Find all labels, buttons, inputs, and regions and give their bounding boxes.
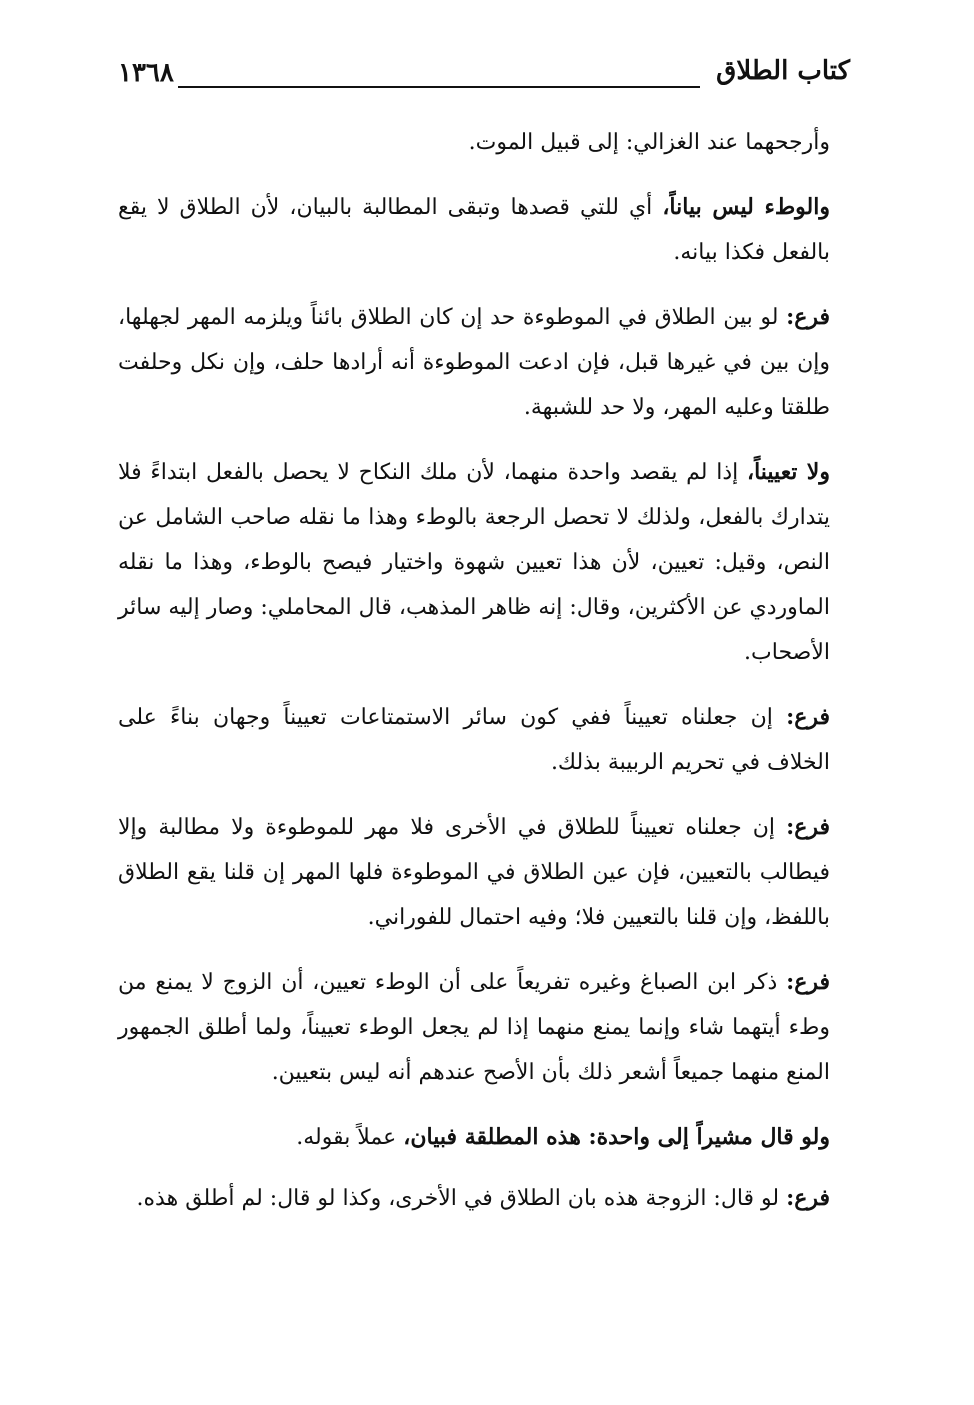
paragraph-8	[118, 1115, 830, 1160]
paragraph-text: إن جعلناه تعييناً للطلاق في الأخرى فلا مهر للموطوءة ولا مطالبة وإلا فيطالب بالتعيين، فإن عين الطلاق في الموطوءة فلها المهر إن قلنا يقع الطلاق باللفظ، وإن قلنا بالتعيين فلا؛ وفيه احتمال للفوراني.	[118, 815, 830, 930]
paragraph-1	[118, 120, 830, 165]
paragraph-9	[118, 1176, 830, 1221]
paragraph-6	[118, 805, 830, 940]
paragraph-lead: فرع:	[786, 814, 830, 840]
header-rule	[178, 86, 700, 88]
paragraph-lead: ولو قال مشيراً إلى واحدة: هذه المطلقة فبيان،	[403, 1124, 830, 1150]
paragraph-lead: فرع:	[786, 969, 830, 995]
paragraph-text: لو قال: الزوجة هذه بان الطلاق في الأخرى، وكذا لو قال: لم أطلق هذه.	[136, 1186, 787, 1211]
paragraph-text: لو بين الطلاق في الموطوءة حد إن كان الطلاق بائناً ويلزمه المهر لجهلها، وإن بين في غيرها قبل، فإن ادعت الموطوءة أنه أرادها حلف، وإن نكل وحلفت طلقتا وعليه المهر، ولا حد للشبهة.	[118, 305, 830, 420]
paragraph-lead: فرع:	[786, 704, 830, 730]
paragraph-2	[118, 185, 830, 275]
paragraph-text: عملاً بقوله.	[296, 1125, 404, 1150]
paragraph-lead: والوطء ليس بياناً،	[662, 194, 830, 220]
paragraph-text: ذكر ابن الصباغ وغيره تفريعاً على أن الوطء تعيين، أن الزوج لا يمنع من وطء أيتهما شاء وإنما يمنع منهما إذا لم يجعل الوطء تعييناً، ولما أطلق الجمهور المنع منهما جميعاً أشعر ذلك بأن الأصح عندهم أنه ليس بتعيين.	[118, 970, 830, 1085]
running-title: كتاب الطلاق	[716, 56, 850, 86]
paragraph-lead: فرع:	[786, 1185, 830, 1211]
paragraph-4	[118, 450, 830, 675]
paragraph-3	[118, 295, 830, 430]
paragraph-text: إذا لم يقصد واحدة منهما، لأن ملك النكاح لا يحصل بالفعل ابتداءً فلا يتدارك بالفعل، ولذلك لا تحصل الرجعة بالوطء وهذا ما نقله صاحب الشامل عن النص، وقيل: تعيين، لأن هذا تعيين شهوة واختيار فيصح بالوطء، وهذا ما نقله الماوردي عن الأكثرين، وقال: إنه ظاهر المذهب، قال المحاملي: وصار إليه سائر الأصحاب.	[118, 460, 830, 665]
body-text	[118, 120, 830, 1241]
page-header	[118, 56, 850, 96]
paragraph-lead: فرع:	[786, 304, 830, 330]
paragraph-text: إن جعلناه تعييناً ففي كون سائر الاستمتاعات تعييناً وجهان بناءً على الخلاف في تحريم الربيبة بذلك.	[118, 705, 830, 775]
page-number: ١٣٦٨	[118, 58, 174, 88]
paragraph-text: وأرجحهما عند الغزالي: إلى قبيل الموت.	[468, 130, 830, 155]
paragraph-text: أي للتي قصدها وتبقى المطالبة بالبيان، لأن الطلاق لا يقع بالفعل فكذا بيانه.	[118, 195, 830, 265]
paragraph-7	[118, 960, 830, 1095]
paragraph-5	[118, 695, 830, 785]
paragraph-lead: ولا تعييناً،	[746, 459, 830, 485]
